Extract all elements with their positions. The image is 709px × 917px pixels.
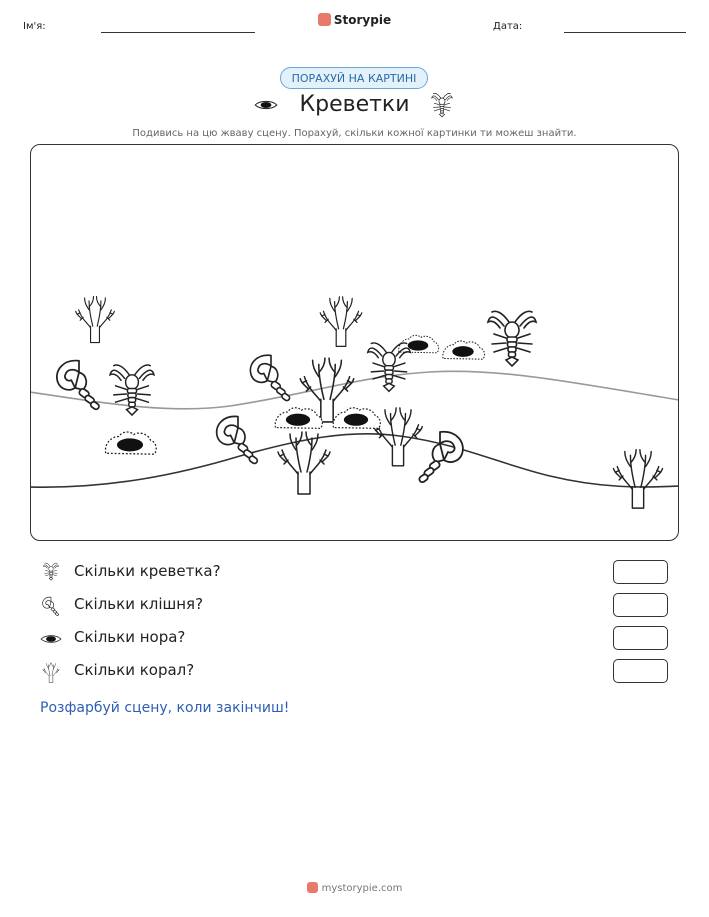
burrow-icon (399, 335, 439, 352)
name-label: Ім'я: (23, 21, 46, 32)
date-label: Дата: (493, 21, 523, 32)
claw-icon (250, 355, 290, 401)
storypie-logo-icon (318, 13, 331, 26)
shrimp-icon (488, 311, 536, 366)
question-text: Скільки нора? (74, 628, 186, 646)
coral-icon (40, 661, 62, 683)
coral-icon (278, 432, 330, 494)
answer-box[interactable] (613, 659, 668, 683)
coral-icon (76, 296, 115, 342)
date-field[interactable] (564, 32, 686, 33)
question-text: Скільки корал? (74, 661, 195, 679)
answer-box[interactable] (613, 626, 668, 650)
burrow-icon (333, 408, 380, 429)
coral-icon (613, 450, 662, 508)
question-row (40, 659, 670, 685)
question-text: Скільки креветка? (74, 562, 221, 580)
site-footer (0, 882, 709, 894)
burrow-icon (275, 408, 322, 429)
brand (0, 13, 709, 27)
activity-badge: ПОРАХУЙ НА КАРТИНІ (280, 67, 428, 89)
scene-panel (30, 144, 679, 541)
name-field[interactable] (101, 32, 255, 33)
burrow-icon (443, 341, 485, 359)
burrow-icon (40, 633, 62, 645)
question-text: Скільки клішня? (74, 595, 204, 613)
coral-icon (320, 297, 362, 347)
answer-box[interactable] (613, 560, 668, 584)
question-row (40, 593, 670, 619)
instructions: Подивись на цю жваву сцену. Порахуй, скільки кожної картинки ти можеш знайти. (132, 128, 577, 139)
page-title: Креветки (299, 92, 410, 117)
coral-icon (374, 408, 423, 466)
claw-icon (40, 595, 62, 617)
question-row (40, 626, 670, 652)
shrimp-title-icon (429, 92, 455, 122)
question-row (40, 560, 670, 586)
site-url[interactable]: mystorypie.com (321, 883, 403, 894)
brand-name: Storypie (333, 13, 392, 27)
coloring-note: Розфарбуй сцену, коли закінчиш! (40, 700, 290, 716)
scene-drawing (30, 144, 679, 541)
shrimp-icon (40, 562, 62, 584)
claw-icon (57, 361, 100, 411)
burrow-icon (105, 432, 156, 454)
storypie-logo-icon (307, 882, 318, 893)
answer-box[interactable] (613, 593, 668, 617)
